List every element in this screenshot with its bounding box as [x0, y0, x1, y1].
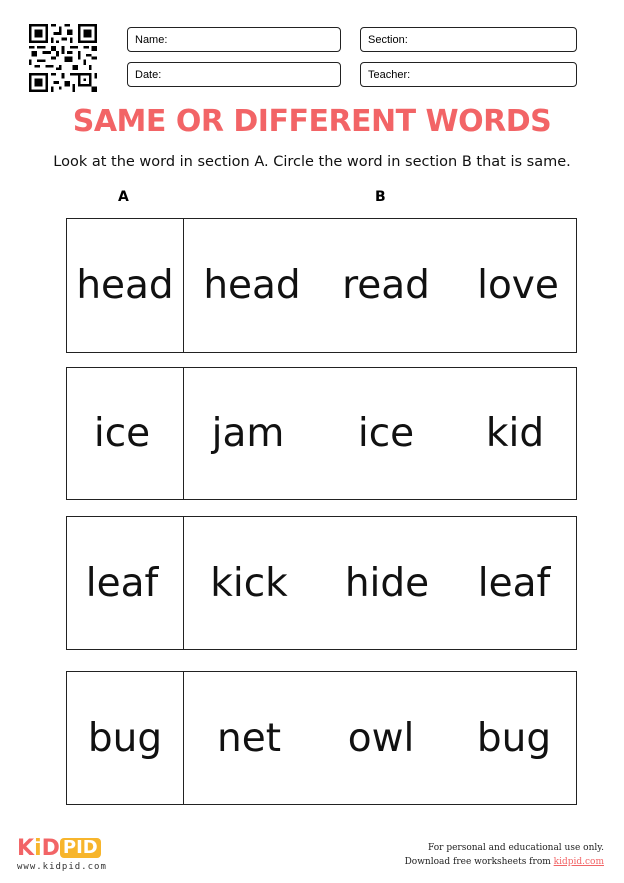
section-field[interactable] — [360, 27, 577, 52]
choice-word[interactable]: love — [477, 263, 559, 308]
row-divider — [183, 219, 184, 352]
word-row — [66, 218, 577, 353]
choice-word[interactable]: hide — [344, 560, 430, 606]
target-word: leaf — [85, 560, 159, 606]
column-b-heading: B — [375, 189, 386, 205]
instructions: Look at the word in section A. Circle the word in section B that is same. — [53, 154, 571, 170]
logo-part: D — [41, 836, 60, 861]
word-row — [66, 367, 577, 500]
choice-word[interactable]: ice — [357, 411, 415, 456]
choice-word[interactable]: jam — [211, 411, 285, 456]
name-label: Name: — [135, 33, 168, 46]
date-field[interactable] — [127, 62, 341, 87]
section-label: Section: — [368, 33, 408, 46]
footer-line-2-prefix: Download free worksheets from — [404, 857, 554, 867]
qr-code-icon — [29, 24, 97, 92]
logo-url: www.kidpid.com — [17, 862, 107, 872]
choice-word[interactable]: head — [203, 263, 301, 308]
choice-word[interactable]: read — [342, 263, 430, 308]
footer-line-2 — [405, 855, 604, 869]
target-word: bug — [87, 715, 163, 761]
teacher-label: Teacher: — [368, 68, 411, 81]
choice-word[interactable]: net — [216, 715, 282, 761]
logo-wordmark — [17, 838, 107, 860]
target-word: head — [76, 263, 174, 308]
name-field[interactable] — [127, 27, 341, 52]
target-word: ice — [93, 411, 151, 456]
choice-word[interactable]: owl — [347, 715, 415, 761]
footer-notice — [405, 841, 604, 869]
footer-line-1: For personal and educational use only. — [428, 843, 604, 853]
word-row — [66, 671, 577, 805]
logo-part: PID — [60, 838, 101, 858]
teacher-field[interactable] — [360, 62, 577, 87]
footer-link[interactable]: kidpid.com — [553, 857, 604, 867]
choice-word[interactable]: leaf — [477, 560, 551, 606]
row-divider — [183, 517, 184, 649]
row-divider — [183, 672, 184, 804]
logo-part: K — [17, 836, 35, 861]
word-row — [66, 516, 577, 650]
date-label: Date: — [135, 68, 162, 81]
choice-word[interactable]: bug — [476, 715, 552, 761]
row-divider — [183, 368, 184, 499]
kidpid-logo[interactable] — [17, 838, 107, 872]
choice-word[interactable]: kick — [210, 560, 288, 606]
logo-part: i — [34, 836, 42, 861]
choice-word[interactable]: kid — [485, 411, 545, 456]
column-a-heading: A — [118, 189, 129, 205]
page-title: SAME OR DIFFERENT WORDS — [72, 104, 552, 139]
